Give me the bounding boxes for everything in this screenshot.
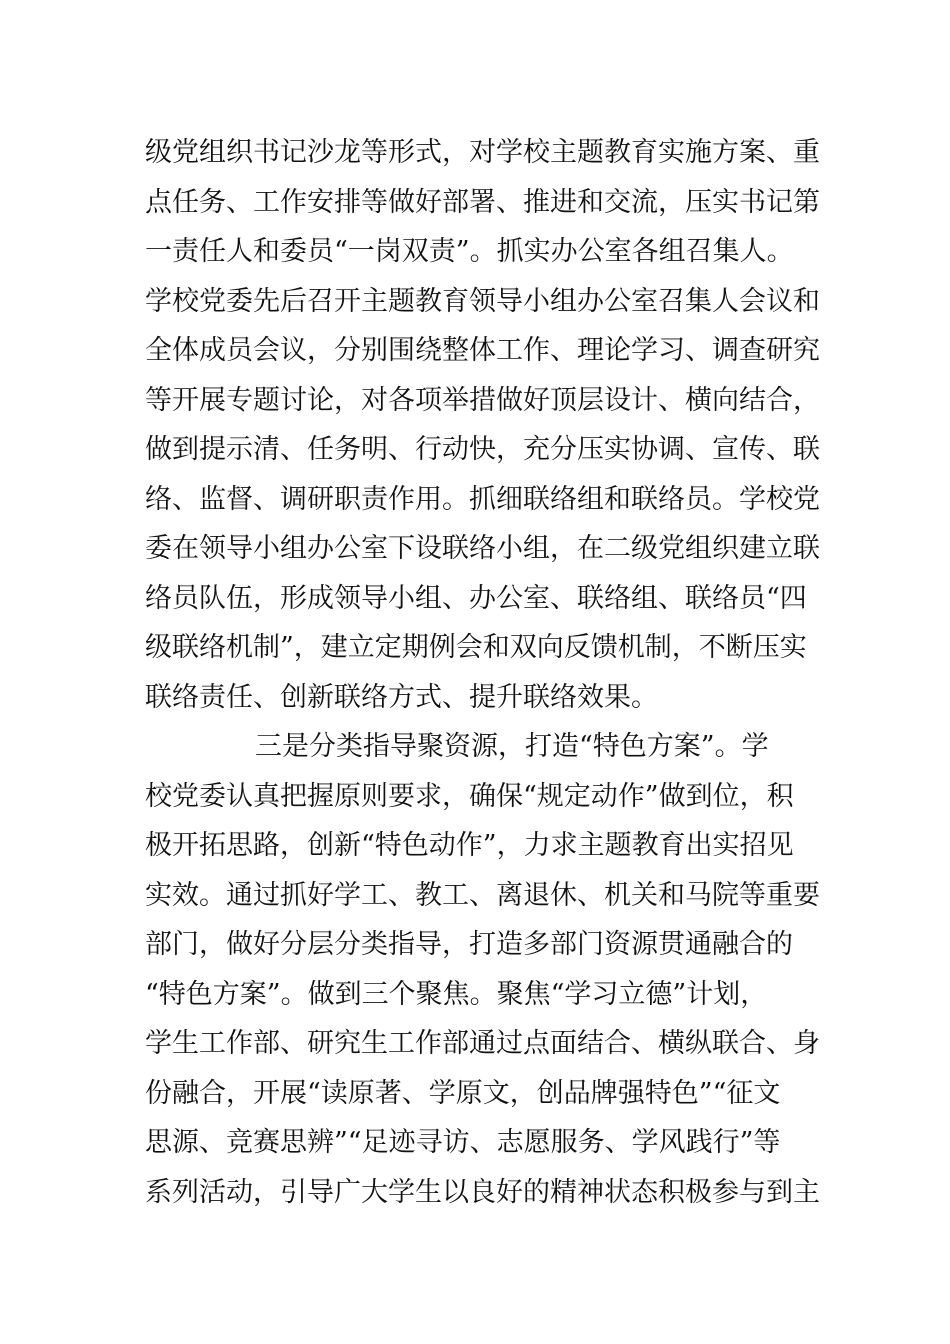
text-line: 系列活动，引导广大学生以良好的精神状态积极参与到主 [145, 1176, 820, 1208]
text-line: 级党组织书记沙龙等形式，对学校主题教育实施方案、重 [145, 137, 820, 168]
text-line: 联络责任、创新联络方式、提升联络效果。 [145, 681, 658, 713]
text-line: 思源、竞赛思辨”“足迹寻访、志愿服务、学风践行”等 [145, 1127, 781, 1158]
text-line: 委在领导小组办公室下设联络小组，在二级党组织建立联 [145, 533, 820, 564]
text-line: 络员队伍，形成领导小组、办公室、联络组、联络员“四 [145, 582, 807, 614]
text-line: 等开展专题讨论，对各项举措做好顶层设计、横向结合， [145, 384, 820, 416]
text-line: 份融合，开展“读原著、学原文，创品牌强特色”“征文 [145, 1077, 781, 1109]
text-line: 学校党委先后召开主题教育领导小组办公室召集人会议和 [145, 285, 820, 317]
text-line: 部门，做好分层分类指导，打造多部门资源贯通融合的 [145, 929, 793, 960]
text-line: 全体成员会议，分别围绕整体工作、理论学习、调查研究 [145, 335, 820, 366]
text-line: 实效。通过抓好学工、教工、离退休、机关和马院等重要 [145, 879, 820, 911]
text-line: 做到提示清、任务明、行动快，充分压实协调、宣传、联 [145, 434, 820, 465]
text-line: “特色方案”。做到三个聚焦。聚焦“学习立德”计划， [145, 978, 768, 1010]
text-line: 一责任人和委员“一岗双责”。抓实办公室各组召集人。 [145, 236, 794, 267]
text-line: 校党委认真把握原则要求，确保“规定动作”做到位，积 [145, 780, 794, 812]
text-line: 络、监督、调研职责作用。抓细联络组和联络员。学校党 [145, 483, 820, 515]
text-line: 极开拓思路，创新“特色动作”，力求主题教育出实招见 [145, 830, 794, 861]
paragraph-start-line: 三是分类指导聚资源，打造“特色方案”。学 [255, 731, 769, 762]
text-line: 学生工作部、研究生工作部通过点面结合、横纵联合、身 [145, 1028, 820, 1059]
text-line: 级联络机制”，建立定期例会和双向反馈机制，不断压实 [145, 632, 807, 663]
text-line: 点任务、工作安排等做好部署、推进和交流，压实书记第 [145, 186, 820, 218]
body-text [145, 128, 820, 1217]
